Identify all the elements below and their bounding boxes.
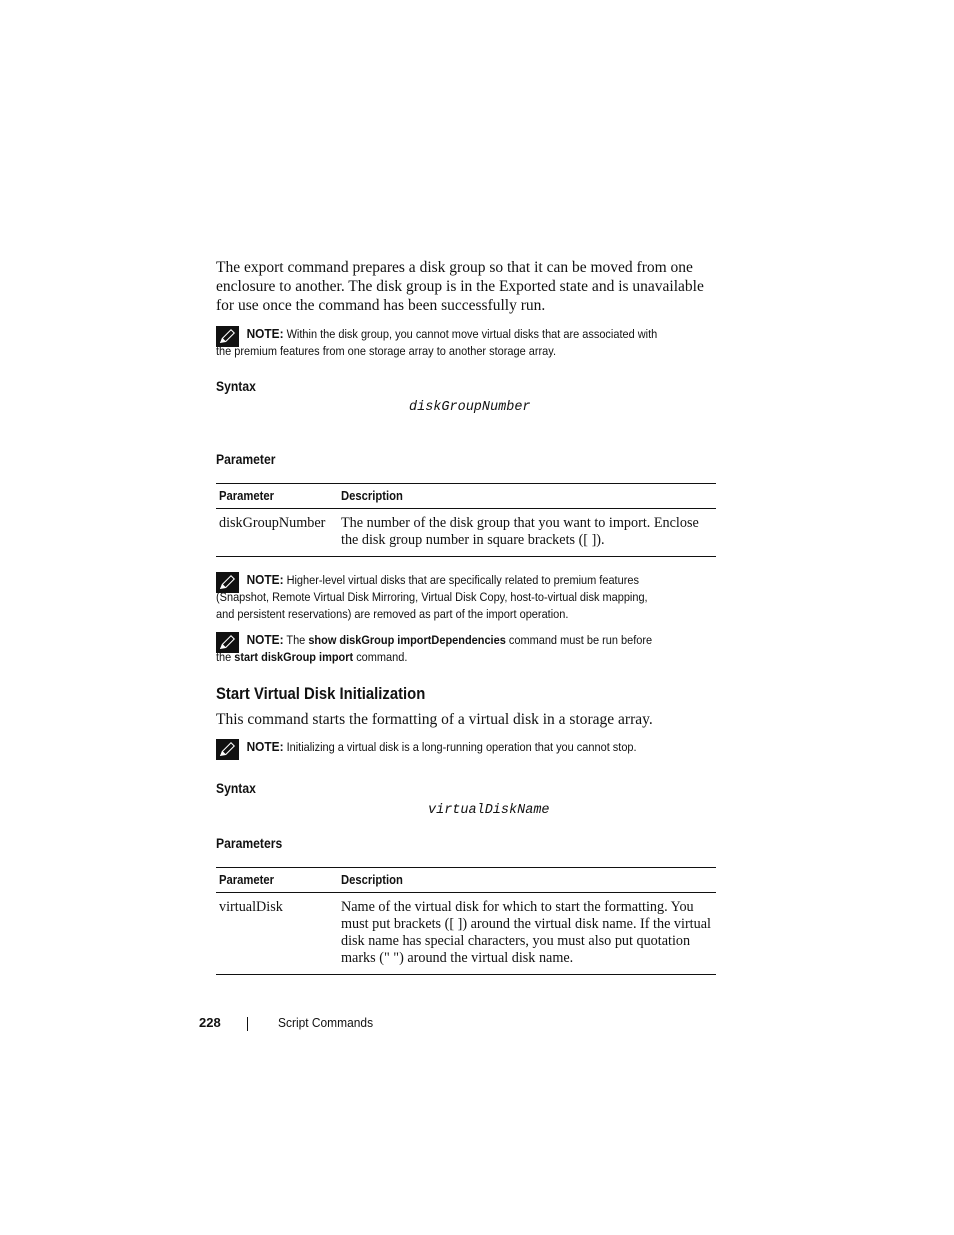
note-import-dependencies: NOTE: The show diskGroup importDependencies command must be run before the start diskGroup import command. — [216, 632, 653, 664]
table-row — [216, 893, 716, 975]
footer-title: Script Commands — [278, 1015, 374, 1030]
column-header-description: Description — [338, 484, 716, 509]
parameter-table — [216, 483, 716, 557]
syntax-code: virtualDiskName — [428, 803, 550, 818]
note-long-running — [216, 738, 716, 760]
table-row — [216, 509, 716, 557]
parameter-name: virtualDisk — [216, 893, 338, 975]
section-title: Start Virtual Disk Initialization — [216, 685, 426, 703]
note-move-virtual-disks — [216, 325, 716, 360]
footer-divider — [247, 1017, 248, 1031]
column-header-parameter: Parameter — [216, 484, 338, 509]
parameter-heading: Parameter — [216, 452, 276, 467]
note-label: NOTE: — [246, 739, 284, 754]
parameters-heading: Parameters — [216, 836, 283, 851]
syntax-heading: Syntax — [216, 781, 256, 796]
column-header-description: Description — [338, 868, 716, 893]
section-paragraph: This command starts the formatting of a virtual disk in a storage array. — [216, 711, 653, 728]
note-higher-level-virtual-disks — [216, 571, 716, 623]
note-label: NOTE: — [246, 572, 284, 587]
syntax-heading: Syntax — [216, 379, 256, 394]
note-label: NOTE: — [246, 326, 284, 341]
page-content — [216, 258, 716, 975]
syntax-code: diskGroupNumber — [409, 400, 531, 415]
parameter-description: The number of the disk group that you want to import. Enclose the disk group number in square brackets ([ ]). — [338, 509, 716, 557]
command-start-diskgroup-import: start diskGroup import — [234, 650, 354, 664]
page-number: 228 — [199, 1015, 221, 1030]
note-text: Within the disk group, you cannot move virtual disks that are associated with the premium features from one storage array to another storage array. — [216, 327, 658, 358]
parameter-name: diskGroupNumber — [216, 509, 338, 557]
parameter-description: Name of the virtual disk for which to start the formatting. You must put brackets ([ ]) around the virtual disk name. If the virtual disk name has special characters, you must also put quotation marks (" ") around the virtual disk name. — [338, 893, 716, 975]
note-text: Higher-level virtual disks that are specifically related to premium features (Snapshot, Remote Virtual Disk Mirroring, Virtual Disk Copy, host-to-virtual disk mapping, and persistent reservations) are removed as part of the import operation. — [216, 573, 648, 621]
note-label: NOTE: — [246, 632, 284, 647]
column-header-parameter: Parameter — [216, 868, 338, 893]
parameters-table — [216, 867, 716, 975]
note-text: Initializing a virtual disk is a long-running operation that you cannot stop. — [283, 740, 637, 754]
intro-paragraph: The export command prepares a disk group so that it can be moved from one enclosure to another. The disk group is in the Exported state and is unavailable for use once the command has been successfully run. — [216, 259, 704, 314]
command-show-diskgroup-import-dependencies: show diskGroup importDependencies — [308, 633, 506, 647]
